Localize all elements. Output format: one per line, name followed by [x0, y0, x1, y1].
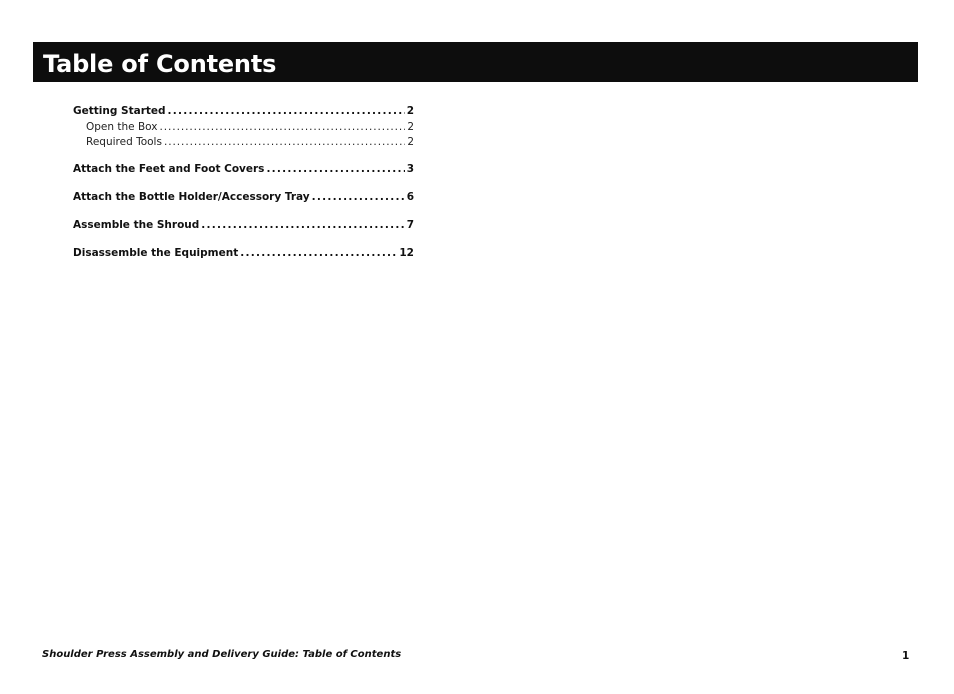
toc-entry-page: 2	[406, 105, 414, 117]
title-banner	[33, 42, 918, 82]
toc-entry-label: Attach the Feet and Foot Covers	[73, 163, 265, 175]
toc-entry-label: Getting Started	[73, 105, 166, 117]
toc-entry-required-tools[interactable]	[73, 135, 414, 150]
toc-leader-dots	[168, 103, 405, 120]
toc-entry-attach-bottle-holder[interactable]	[73, 189, 414, 206]
page-title: Table of Contents	[43, 50, 277, 78]
toc-entry-label: Disassemble the Equipment	[73, 247, 239, 259]
toc-entry-page: 6	[406, 191, 414, 203]
toc-leader-dots	[159, 120, 405, 135]
toc-leader-dots	[201, 217, 404, 234]
toc-spacer	[73, 234, 414, 245]
toc-entry-page: 12	[399, 247, 414, 259]
table-of-contents	[73, 103, 414, 262]
toc-entry-label: Assemble the Shroud	[73, 219, 200, 231]
toc-spacer	[73, 206, 414, 217]
toc-entry-page: 2	[407, 136, 414, 148]
toc-spacer	[73, 150, 414, 161]
toc-leader-dots	[164, 135, 405, 150]
toc-spacer	[73, 178, 414, 189]
toc-leader-dots	[266, 161, 404, 178]
footer-document-title: Shoulder Press Assembly and Delivery Guide: Table of Contents	[42, 649, 402, 660]
toc-leader-dots	[312, 189, 405, 206]
toc-entry-disassemble-equipment[interactable]	[73, 245, 414, 262]
toc-entry-page: 2	[407, 121, 414, 133]
toc-entry-label: Attach the Bottle Holder/Accessory Tray	[73, 191, 310, 203]
toc-leader-dots	[240, 245, 397, 262]
toc-entry-page: 3	[406, 163, 414, 175]
toc-entry-label: Open the Box	[86, 121, 158, 133]
toc-entry-getting-started[interactable]	[73, 103, 414, 120]
toc-entry-assemble-shroud[interactable]	[73, 217, 414, 234]
toc-entry-attach-feet[interactable]	[73, 161, 414, 178]
toc-entry-label: Required Tools	[86, 136, 162, 148]
toc-entry-open-the-box[interactable]	[73, 120, 414, 135]
toc-entry-page: 7	[406, 219, 414, 231]
footer-page-number: 1	[902, 650, 910, 662]
